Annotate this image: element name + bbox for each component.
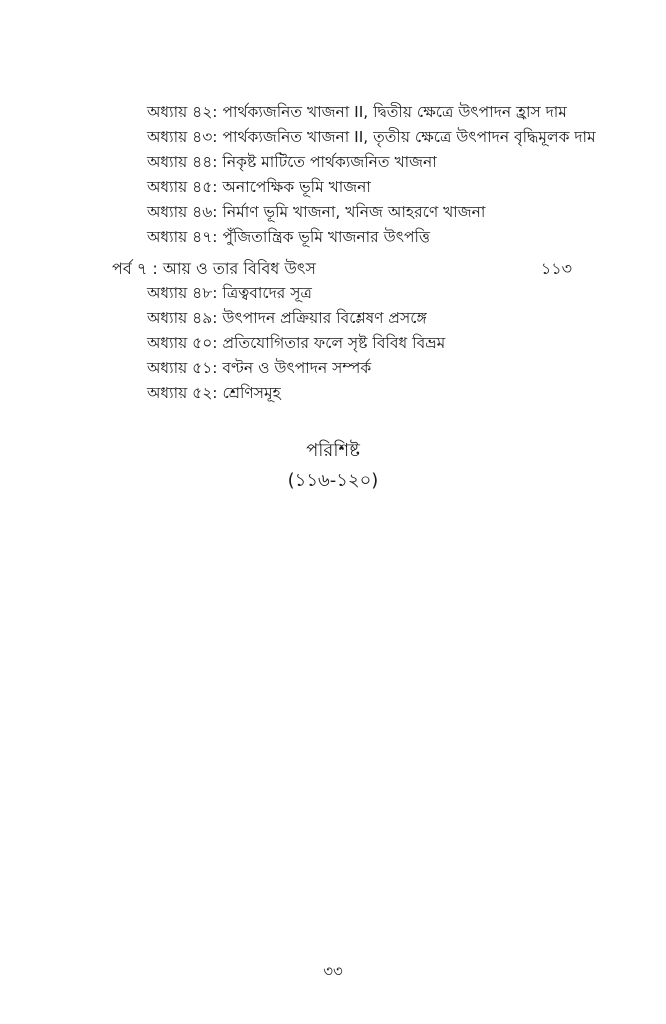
table-of-contents <box>112 100 596 406</box>
toc-chapter-43: অধ্যায় ৪৩: পার্থক্যজনিত খাজনা II, তৃতীয় ক্ষেত্রে উৎপাদন বৃদ্ধিমূলক দাম <box>147 128 596 146</box>
toc-chapter-44: অধ্যায় ৪৪: নিকৃষ্ট মাটিতে পার্থক্যজনিত খাজনা <box>147 153 437 171</box>
part-page-number: ১১৩ <box>540 259 572 278</box>
appendix-title: পরিশিষ্ট <box>306 440 360 461</box>
toc-chapter-45: অধ্যায় ৪৫: অনাপেক্ষিক ভূমি খাজনা <box>147 178 371 196</box>
part-title: পর্ব ৭ : আয় ও তার বিবিধ উৎস <box>112 259 316 278</box>
toc-chapter-48: অধ্যায় ৪৮: ত্রিত্ববাদের সূত্র <box>147 284 312 302</box>
appendix-page-range: (১১৬-১২০) <box>287 470 379 491</box>
toc-part-7 <box>112 256 572 281</box>
toc-chapter-47: অধ্যায় ৪৭: পুঁজিতান্ত্রিক ভূমি খাজনার উৎপত্তি <box>147 228 431 246</box>
toc-chapter-49: অধ্যায় ৪৯: উৎপাদন প্রক্রিয়ার বিশ্লেষণ প্রসঙ্গে <box>147 309 427 327</box>
toc-chapter-50: অধ্যায় ৫০: প্রতিযোগিতার ফলে সৃষ্ট বিবিধ বিভ্রম <box>147 334 446 352</box>
appendix-section <box>0 436 666 496</box>
page-number: ৩৩ <box>323 962 343 980</box>
toc-chapter-51: অধ্যায় ৫১: বণ্টন ও উৎপাদন সম্পর্ক <box>147 359 372 377</box>
toc-chapter-42: অধ্যায় ৪২: পার্থক্যজনিত খাজনা II, দ্বিতীয় ক্ষেত্রে উৎপাদন হ্রাস দাম <box>147 103 567 121</box>
toc-chapter-46: অধ্যায় ৪৬: নির্মাণ ভূমি খাজনা, খনিজ আহরণে খাজনা <box>147 203 486 221</box>
toc-chapter-52: অধ্যায় ৫২: শ্রেণিসমূহ <box>147 384 281 402</box>
